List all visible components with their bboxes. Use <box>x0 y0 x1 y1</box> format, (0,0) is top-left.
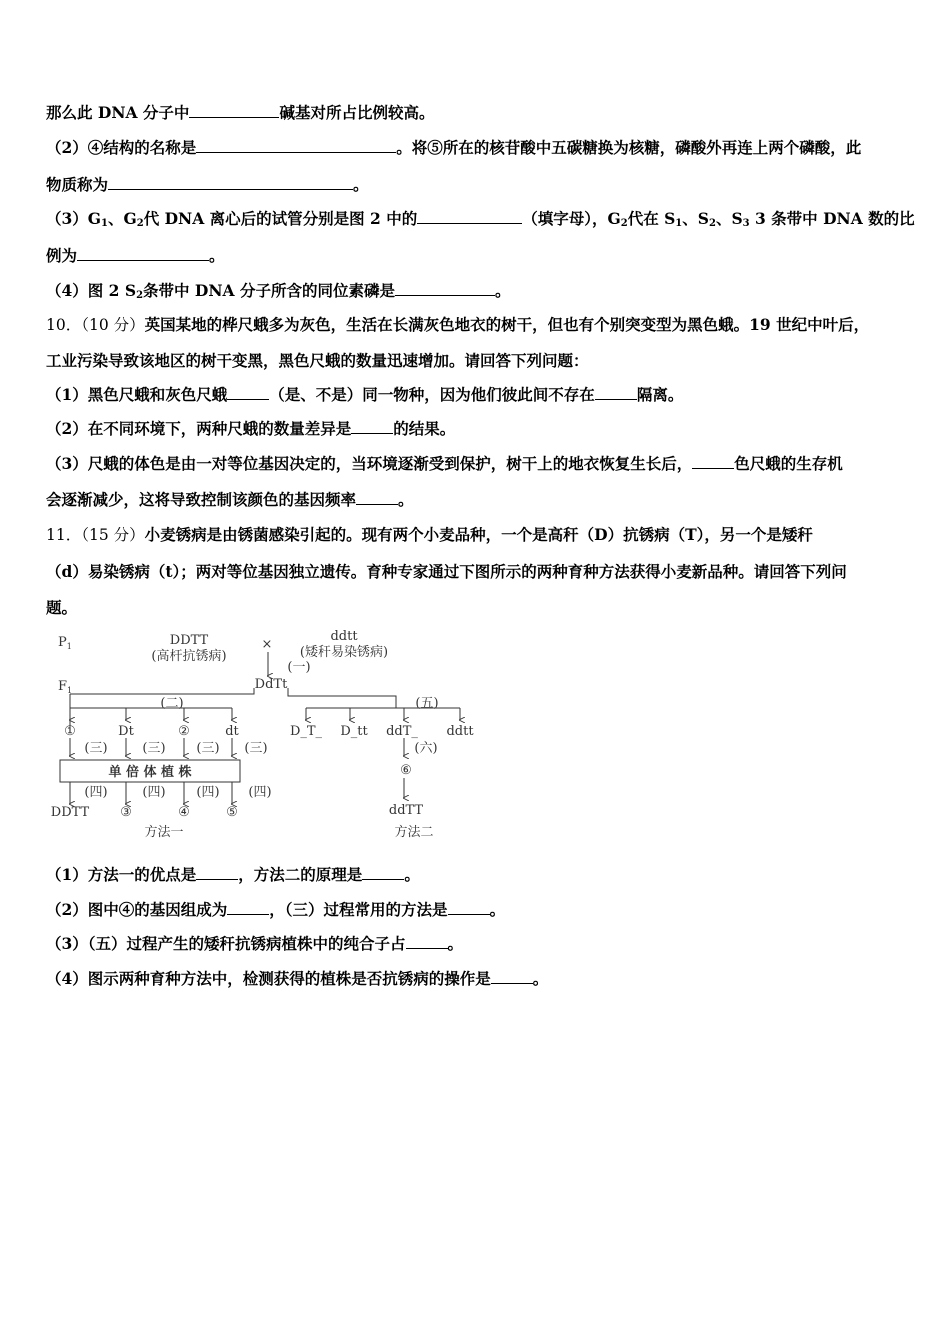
text: 。 <box>489 900 506 919</box>
answer-blank[interactable] <box>406 934 448 949</box>
text: 小麦锈病是由锈菌感染引起的。现有两个小麦品种，一个是高秆（D）抗锈病（T），另一个是矮秆 <box>144 525 813 544</box>
label-p1: $P_1$ <box>58 635 72 651</box>
subscript: 3 <box>742 218 750 229</box>
question-11-1 <box>46 865 910 885</box>
result-label: ⑥ <box>400 763 412 778</box>
question-11 <box>46 525 910 545</box>
gamete-label: Dt <box>118 724 134 739</box>
text: 3 条带中 DNA 数的比 <box>749 209 915 228</box>
subscript: 2 <box>136 290 144 301</box>
question-10-3-cont <box>46 490 910 510</box>
f1-genotype: DdTt <box>254 677 288 692</box>
question-11-3 <box>46 934 910 954</box>
answer-blank[interactable] <box>227 900 269 915</box>
gamete-label: ② <box>178 724 190 739</box>
answer-blank[interactable] <box>196 138 396 153</box>
label-f1: $F_1$ <box>58 679 73 695</box>
text: （1）方法一的优点是 <box>46 865 197 884</box>
text: （d）易染锈病（t）；两对等位基因独立遗传。育种专家通过下图所示的两种育种方法获得小麦新品种。请回答下列问 <box>46 562 847 581</box>
text: 。将⑤所在的核苷酸中五碳糖换为核糖，磷酸外再连上两个磷酸，此 <box>396 138 862 157</box>
text-line-1 <box>46 103 910 123</box>
text: 、S <box>715 209 743 228</box>
subscript: 2 <box>620 218 628 229</box>
text: （2）④结构的名称是 <box>46 138 197 157</box>
f2-genotype: D_T_ <box>289 724 323 739</box>
answer-blank[interactable] <box>196 865 238 880</box>
answer-blank[interactable] <box>351 419 393 434</box>
answer-blank[interactable] <box>692 454 734 469</box>
breeding-diagram <box>44 628 484 843</box>
step-4-label: (四) <box>196 785 220 800</box>
text: 代 DNA 离心后的试管分别是图 2 中的 <box>143 209 418 228</box>
result-label: ④ <box>178 805 190 820</box>
question-10-cont <box>46 351 910 371</box>
question-10-1 <box>46 385 910 405</box>
text: （3）G <box>46 209 102 228</box>
text: 工业污染导致该地区的树干变黑，黑色尺蛾的数量迅速增加。请回答下列问题： <box>46 351 589 370</box>
answer-blank[interactable] <box>362 865 404 880</box>
text: （4）图 2 S <box>46 281 137 300</box>
answer-blank[interactable] <box>448 900 490 915</box>
gamete-label: dt <box>225 724 239 739</box>
subscript: 2 <box>136 218 144 229</box>
answer-blank[interactable] <box>595 385 637 400</box>
subscript: 1 <box>675 218 683 229</box>
text-line-2 <box>46 138 910 158</box>
step-1-label: (一) <box>287 660 311 675</box>
answer-blank[interactable] <box>491 969 533 984</box>
step-4-label: (四) <box>84 785 108 800</box>
method-2-label: 方法二 <box>394 825 434 840</box>
text: （2）在不同环境下，两种尺蛾的数量差异是 <box>46 419 352 438</box>
branch-line <box>70 688 254 694</box>
text-line-3 <box>46 175 910 195</box>
text: 物质称为 <box>46 175 109 194</box>
text: 碱基对所占比例较高。 <box>279 103 435 122</box>
step-4-label: (四) <box>142 785 166 800</box>
answer-blank[interactable] <box>189 103 279 118</box>
text: 会逐渐减少，这将导致控制该颜色的基因频率 <box>46 490 357 509</box>
text: （4）图示两种育种方法中，检测获得的植株是否抗锈病的操作是 <box>46 969 491 988</box>
text: 。 <box>404 865 420 884</box>
text: 英国某地的桦尺蛾多为灰色，生活在长满灰色地衣的树干，但也有个别突变型为黑色蛾。19 世纪中叶后， <box>144 315 870 334</box>
question-10 <box>46 315 910 335</box>
cross-symbol: × <box>261 637 273 652</box>
question-11-2 <box>46 900 910 920</box>
answer-blank[interactable] <box>395 281 495 296</box>
result-label: ⑤ <box>226 805 238 820</box>
question-11-cont-2 <box>46 598 910 618</box>
result-label: DDTT <box>50 805 90 820</box>
branch-line <box>288 688 396 708</box>
text: （2）图中④的基因组成为 <box>46 900 228 919</box>
text-line-6 <box>46 281 910 306</box>
step-4-label: (四) <box>248 785 272 800</box>
text: 。 <box>532 969 549 988</box>
answer-blank[interactable] <box>417 209 522 224</box>
text: （3）尺蛾的体色是由一对等位基因决定的，当环境逐渐受到保护，树干上的地衣恢复生长后， <box>46 454 693 473</box>
text: ，（三）过程常用的方法是 <box>269 900 448 919</box>
parent1-description: (高杆抗锈病) <box>151 649 227 664</box>
text: （填字母），G <box>522 209 621 228</box>
answer-blank[interactable] <box>227 385 269 400</box>
question-11-cont <box>46 562 910 582</box>
text: 题。 <box>46 598 78 617</box>
haploid-label: 单 倍 体 植 株 <box>108 765 192 780</box>
text: 色尺蛾的生存机 <box>734 454 843 473</box>
answer-blank[interactable] <box>77 246 209 261</box>
text-line-5 <box>46 246 910 266</box>
step-3-label: (三) <box>142 741 166 756</box>
parent2-description: (矮秆易染锈病) <box>299 645 389 660</box>
step-5-label: (五) <box>415 696 439 711</box>
parent1-genotype: DDTT <box>169 633 209 648</box>
f2-genotype: D_tt <box>340 724 368 739</box>
result-genotype: ddTT <box>388 803 424 818</box>
step-3-label: (三) <box>84 741 108 756</box>
text: （3）（五）过程产生的矮秆抗锈病植株中的纯合子占 <box>46 934 406 953</box>
text: 代在 S <box>627 209 676 228</box>
text: 。 <box>494 281 511 300</box>
question-10-3 <box>46 454 910 474</box>
step-6-label: (六) <box>414 741 438 756</box>
step-2-label: (二) <box>160 696 184 711</box>
text: 。 <box>447 934 464 953</box>
text: （是、不是）同一物种，因为他们彼此间不存在 <box>269 385 595 404</box>
parent2-genotype: ddtt <box>330 629 358 644</box>
result-label: ③ <box>120 805 132 820</box>
answer-blank[interactable] <box>108 175 353 190</box>
question-11-4 <box>46 969 910 989</box>
gamete-label: ① <box>64 724 76 739</box>
text: 条带中 DNA 分子所含的同位素磷是 <box>143 281 395 300</box>
question-10-2 <box>46 419 910 439</box>
text: 。 <box>209 246 225 265</box>
text: 那么此 DNA 分子中 <box>46 103 190 122</box>
f2-genotype: ddtt <box>446 724 474 739</box>
step-3-label: (三) <box>196 741 220 756</box>
text-line-4 <box>46 209 915 234</box>
text: 。 <box>398 490 414 509</box>
text: 、G <box>108 209 137 228</box>
text: ，方法二的原理是 <box>238 865 363 884</box>
question-number: 11．（15 分） <box>46 526 145 544</box>
f2-genotype: ddT_ <box>386 724 418 739</box>
method-1-label: 方法一 <box>144 825 184 840</box>
text: （1）黑色尺蛾和灰色尺蛾 <box>46 385 228 404</box>
subscript: 1 <box>101 218 108 229</box>
text: 隔离。 <box>636 385 684 404</box>
question-number: 10．（10 分） <box>46 316 145 334</box>
answer-blank[interactable] <box>356 490 398 505</box>
step-3-label: (三) <box>244 741 268 756</box>
text: 。 <box>353 175 369 194</box>
text: 、S <box>682 209 709 228</box>
text: 例为 <box>46 246 78 265</box>
text: 的结果。 <box>393 419 456 438</box>
subscript: 2 <box>708 218 716 229</box>
